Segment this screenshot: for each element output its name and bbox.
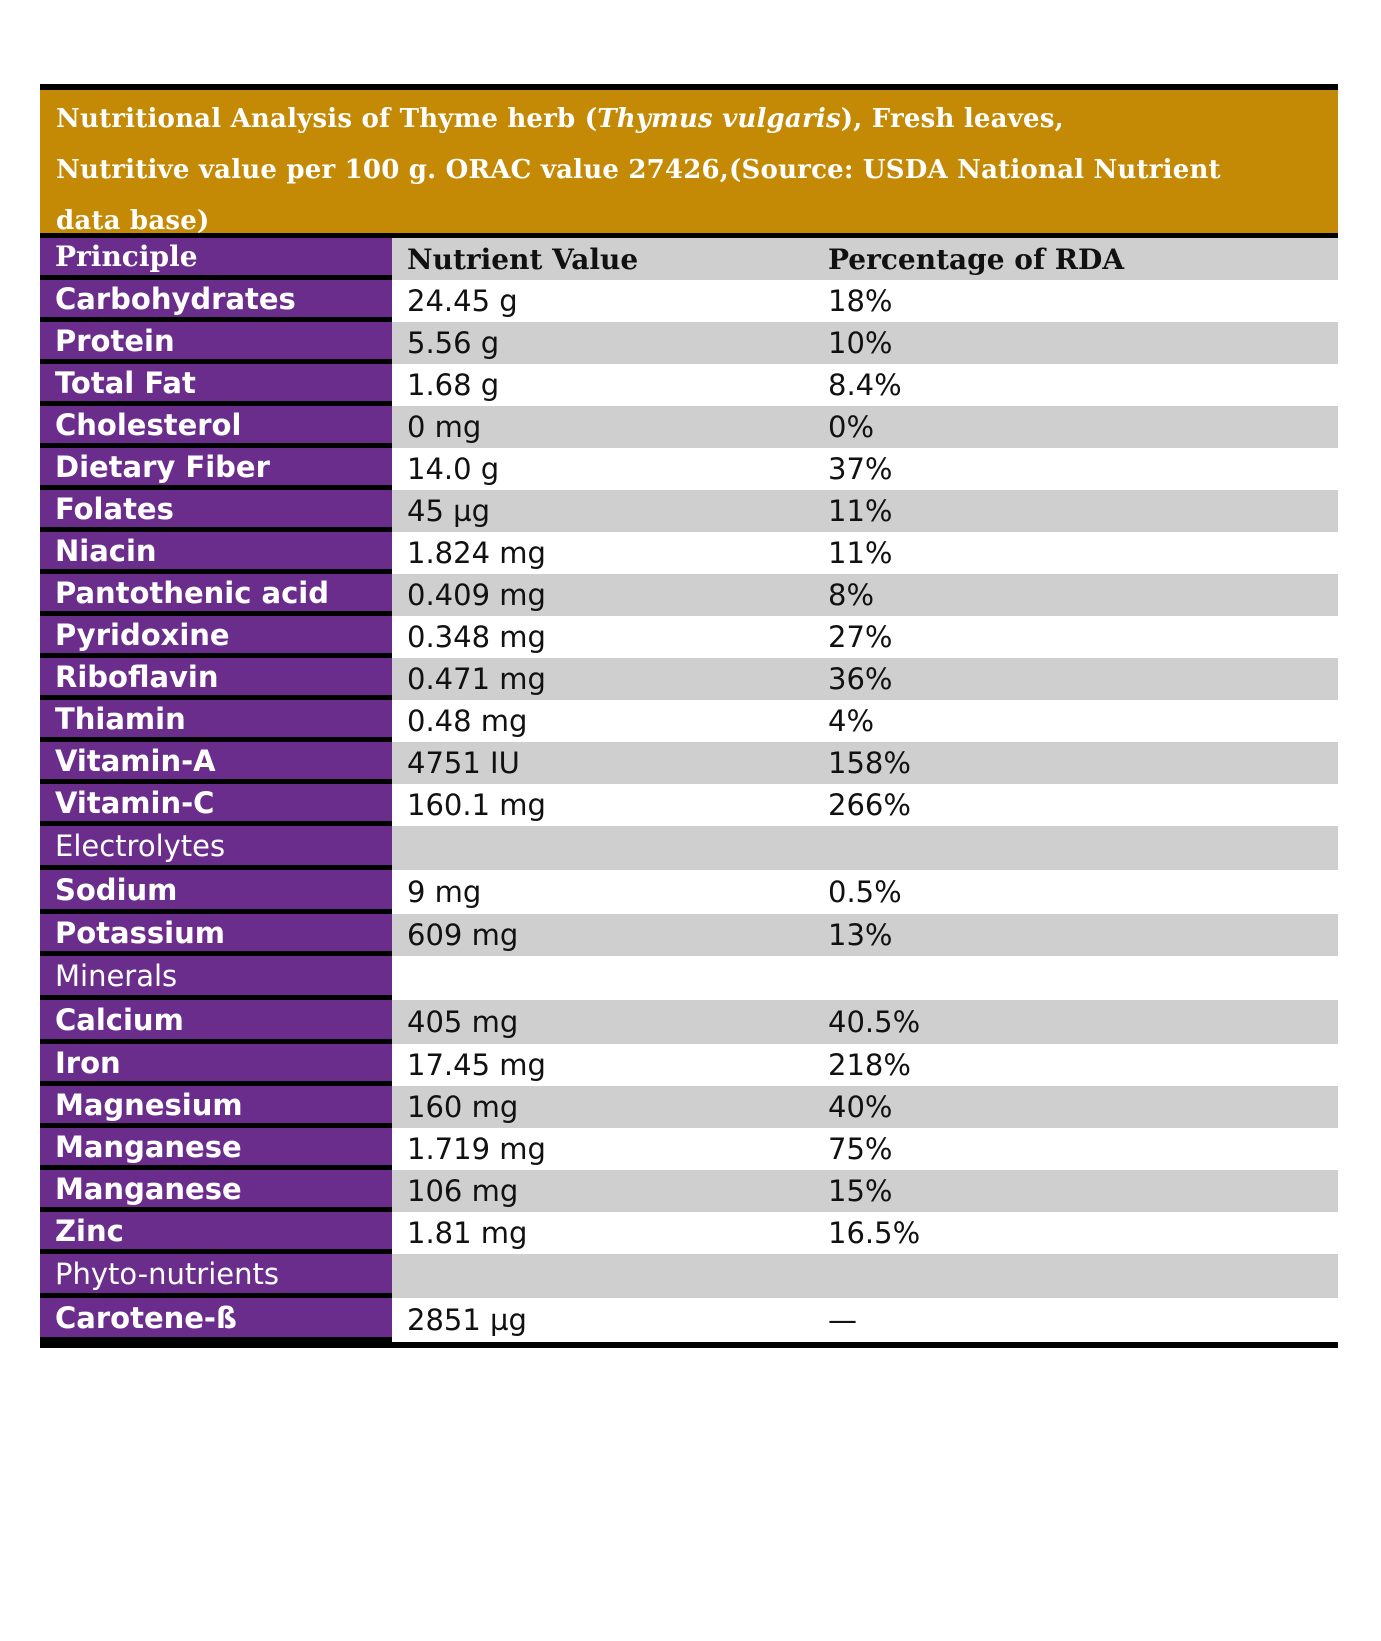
- table-title: [40, 90, 1338, 238]
- principle-cell: Electrolytes: [40, 826, 392, 870]
- principle-cell: Vitamin-A: [40, 742, 392, 784]
- rda-percentage-cell: 15%: [813, 1170, 1338, 1212]
- table-body: [40, 280, 1338, 1342]
- nutrient-value-cell: 24.45 g: [392, 280, 813, 322]
- title-scientific-name: Thymus vulgaris: [597, 104, 841, 134]
- rda-percentage-cell: 0.5%: [813, 870, 1338, 914]
- nutrient-value-cell: 0.471 mg: [392, 658, 813, 700]
- table-row: [40, 700, 1338, 742]
- principle-cell: Cholesterol: [40, 406, 392, 448]
- principle-cell: Riboflavin: [40, 658, 392, 700]
- principle-cell: Manganese: [40, 1128, 392, 1170]
- table-row: [40, 1044, 1338, 1086]
- principle-cell: Calcium: [40, 1000, 392, 1044]
- rda-percentage-cell: 13%: [813, 914, 1338, 956]
- principle-cell: Pantothenic acid: [40, 574, 392, 616]
- nutrient-value-cell: 0.348 mg: [392, 616, 813, 658]
- principle-cell: Pyridoxine: [40, 616, 392, 658]
- table-row: [40, 1298, 1338, 1342]
- table-row: [40, 322, 1338, 364]
- principle-cell: Magnesium: [40, 1086, 392, 1128]
- table-row: [40, 870, 1338, 914]
- nutrition-table: [40, 84, 1338, 1348]
- table-row: [40, 658, 1338, 700]
- section-row: [40, 1254, 1338, 1298]
- title-line2: Nutritive value per 100 g. ORAC value 27426,(Source: USDA National Nutrient: [56, 155, 1221, 185]
- rda-percentage-cell: 37%: [813, 448, 1338, 490]
- rda-percentage-cell: —: [813, 1298, 1338, 1342]
- nutrient-value-cell: 45 µg: [392, 490, 813, 532]
- table-row: [40, 574, 1338, 616]
- column-header-nutrient-value: Nutrient Value: [392, 238, 813, 280]
- section-row: [40, 826, 1338, 870]
- nutrient-value-cell: [392, 956, 813, 1000]
- principle-cell: Carotene-ß: [40, 1298, 392, 1342]
- table-row: [40, 406, 1338, 448]
- principle-cell: Carbohydrates: [40, 280, 392, 322]
- principle-cell: Phyto-nutrients: [40, 1254, 392, 1298]
- nutrient-value-cell: [392, 1254, 813, 1298]
- nutrient-value-cell: [392, 826, 813, 870]
- rda-percentage-cell: 36%: [813, 658, 1338, 700]
- table-row: [40, 364, 1338, 406]
- principle-cell: Iron: [40, 1044, 392, 1086]
- nutrient-value-cell: 0.48 mg: [392, 700, 813, 742]
- column-header-percentage-rda: Percentage of RDA: [813, 238, 1338, 280]
- nutrient-value-cell: 106 mg: [392, 1170, 813, 1212]
- nutrient-value-cell: 0 mg: [392, 406, 813, 448]
- table-row: [40, 532, 1338, 574]
- rda-percentage-cell: 0%: [813, 406, 1338, 448]
- nutrient-value-cell: 14.0 g: [392, 448, 813, 490]
- rda-percentage-cell: 158%: [813, 742, 1338, 784]
- principle-cell: Potassium: [40, 914, 392, 956]
- principle-cell: Vitamin-C: [40, 784, 392, 826]
- table-row: [40, 1086, 1338, 1128]
- rda-percentage-cell: 40%: [813, 1086, 1338, 1128]
- rda-percentage-cell: 266%: [813, 784, 1338, 826]
- title-line1-suffix: ), Fresh leaves,: [840, 104, 1064, 134]
- rda-percentage-cell: 8%: [813, 574, 1338, 616]
- rda-percentage-cell: 10%: [813, 322, 1338, 364]
- table-header-row: [40, 238, 1338, 280]
- nutrient-value-cell: 2851 µg: [392, 1298, 813, 1342]
- rda-percentage-cell: 4%: [813, 700, 1338, 742]
- rda-percentage-cell: 16.5%: [813, 1212, 1338, 1254]
- rda-percentage-cell: 27%: [813, 616, 1338, 658]
- principle-cell: Dietary Fiber: [40, 448, 392, 490]
- nutrient-value-cell: 1.68 g: [392, 364, 813, 406]
- table-row: [40, 742, 1338, 784]
- principle-cell: Total Fat: [40, 364, 392, 406]
- principle-cell: Minerals: [40, 956, 392, 1000]
- nutrient-value-cell: 1.81 mg: [392, 1212, 813, 1254]
- rda-percentage-cell: 18%: [813, 280, 1338, 322]
- table-row: [40, 1128, 1338, 1170]
- table-row: [40, 1000, 1338, 1044]
- nutrient-value-cell: 609 mg: [392, 914, 813, 956]
- principle-cell: Folates: [40, 490, 392, 532]
- table-row: [40, 490, 1338, 532]
- principle-cell: Niacin: [40, 532, 392, 574]
- rda-percentage-cell: [813, 956, 1338, 1000]
- principle-cell: Zinc: [40, 1212, 392, 1254]
- rda-percentage-cell: 8.4%: [813, 364, 1338, 406]
- table-row: [40, 280, 1338, 322]
- rda-percentage-cell: 40.5%: [813, 1000, 1338, 1044]
- nutrient-value-cell: 160 mg: [392, 1086, 813, 1128]
- title-line3: data base): [56, 206, 210, 236]
- nutrient-value-cell: 4751 IU: [392, 742, 813, 784]
- table-row: [40, 1212, 1338, 1254]
- nutrient-value-cell: 160.1 mg: [392, 784, 813, 826]
- rda-percentage-cell: 75%: [813, 1128, 1338, 1170]
- principle-cell: Sodium: [40, 870, 392, 914]
- table-row: [40, 784, 1338, 826]
- table-row: [40, 914, 1338, 956]
- table-row: [40, 448, 1338, 490]
- nutrient-value-cell: 405 mg: [392, 1000, 813, 1044]
- principle-cell: Thiamin: [40, 700, 392, 742]
- principle-cell: Manganese: [40, 1170, 392, 1212]
- rda-percentage-cell: 218%: [813, 1044, 1338, 1086]
- principle-cell: Protein: [40, 322, 392, 364]
- rda-percentage-cell: 11%: [813, 490, 1338, 532]
- section-row: [40, 956, 1338, 1000]
- rda-percentage-cell: [813, 1254, 1338, 1298]
- title-line1-prefix: Nutritional Analysis of Thyme herb (: [56, 104, 598, 134]
- table-row: [40, 616, 1338, 658]
- column-header-principle: Principle: [40, 238, 392, 280]
- rda-percentage-cell: 11%: [813, 532, 1338, 574]
- nutrient-value-cell: 9 mg: [392, 870, 813, 914]
- table-row: [40, 1170, 1338, 1212]
- nutrient-value-cell: 17.45 mg: [392, 1044, 813, 1086]
- rda-percentage-cell: [813, 826, 1338, 870]
- nutrient-value-cell: 1.719 mg: [392, 1128, 813, 1170]
- nutrient-value-cell: 0.409 mg: [392, 574, 813, 616]
- nutrient-value-cell: 1.824 mg: [392, 532, 813, 574]
- nutrient-value-cell: 5.56 g: [392, 322, 813, 364]
